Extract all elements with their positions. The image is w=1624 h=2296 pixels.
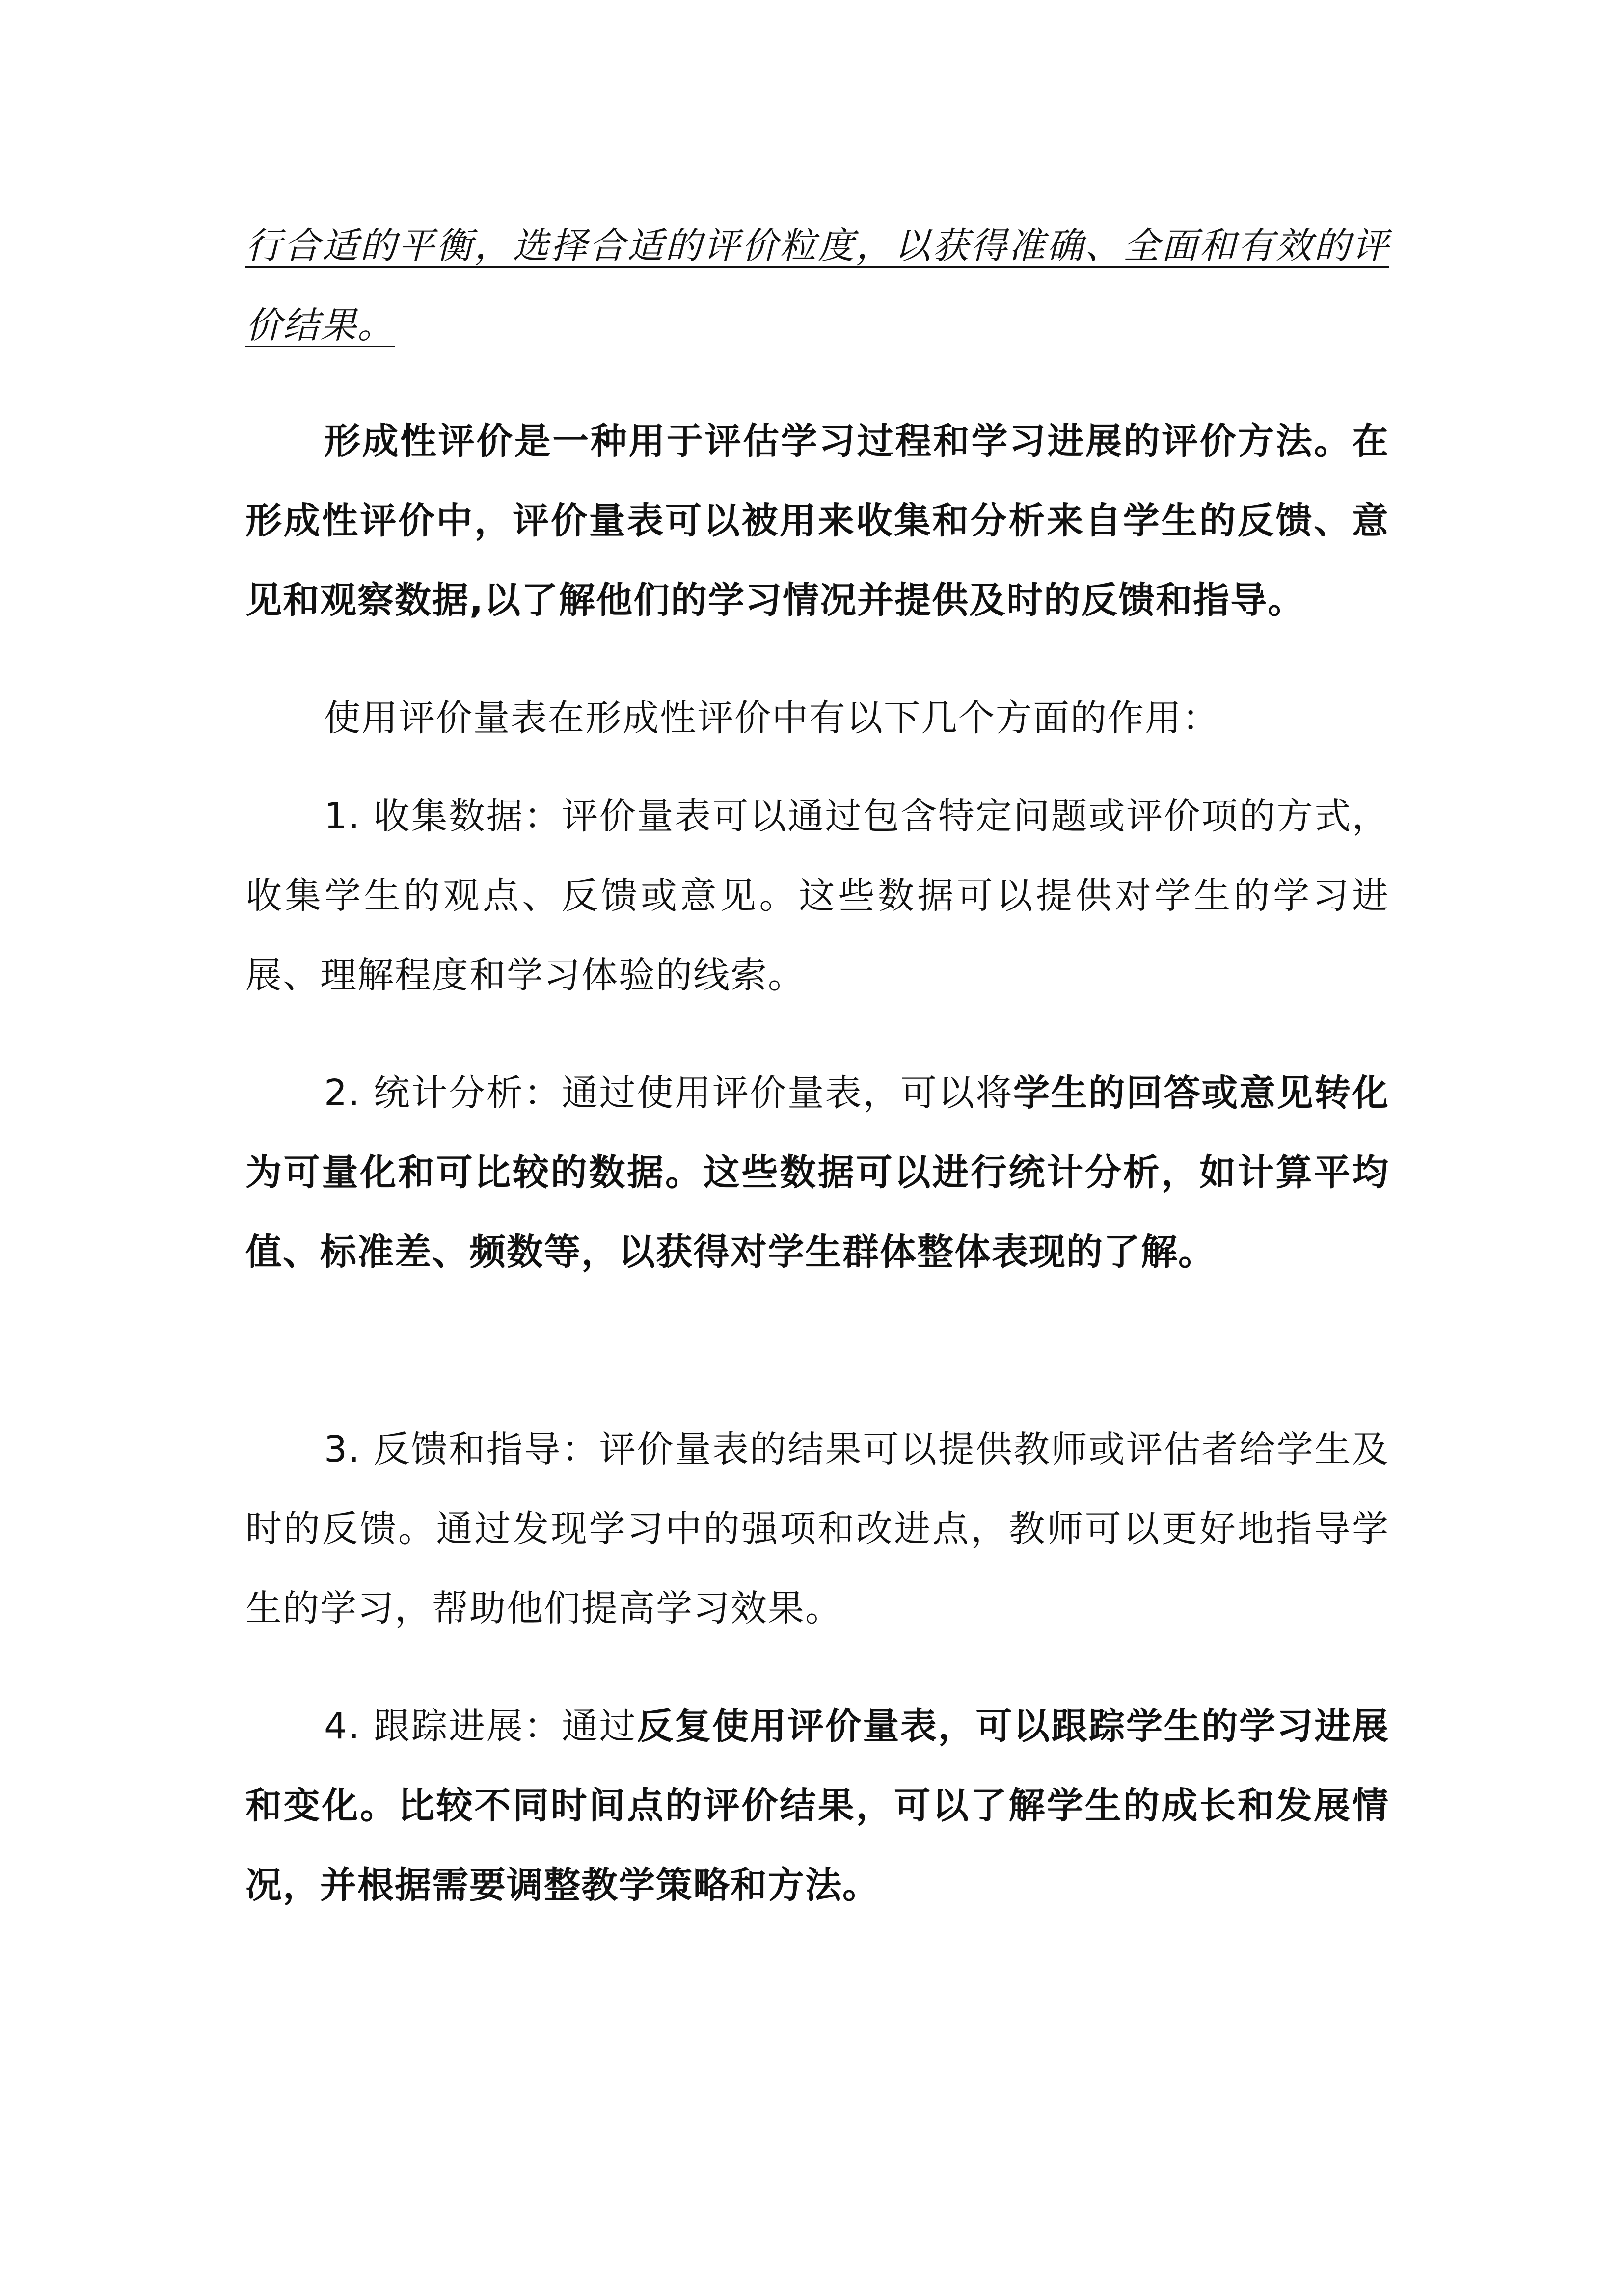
intro-text: 行合适的平衡，选择合适的评价粒度，以获得准确、全面和有效的评价结果。 [245,225,1389,347]
list-item [245,1053,1389,1292]
definition-text: 形成性评价是一种用于评估学习过程和学习进展的评价方法。在形成性评价中，评价量表可以被用来收集和分析来自学生的反馈、意见和观察数据,以了解他们的学习情况并提供及时的反馈和指导。 [245,420,1389,621]
lead-text: 使用评价量表在形成性评价中有以下几个方面的作用： [324,697,1219,739]
list-item [245,776,1389,1015]
list-item-2-plain: 2. 统计分析：通过使用评价量表，可以将 [324,1072,1014,1114]
definition-paragraph [245,401,1389,640]
lead-paragraph [245,678,1389,758]
list-item-2-bold: 学生的回答或意见转化为可量化和可比较的数据。这些数据可以进行统计分析，如计算平均值、标准差、频数等，以获得对学生群体整体表现的了解。 [245,1072,1390,1273]
list-item-4-bold: 反复使用评价量表，可以跟踪学生的学习进展和变化。比较不同时间点的评价结果，可以了解学生的成长和发展情况，并根据需要调整教学策略和方法。 [245,1705,1389,1906]
list-item-4-plain: 4. 跟踪进展：通过 [324,1705,637,1747]
list-item [245,1686,1389,1925]
list-item-1-text: 1. 收集数据：评价量表可以通过包含特定问题或评价项的方式，收集学生的观点、反馈或意见。这些数据可以提供对学生的学习进展、理解程度和学习体验的线索。 [245,795,1389,996]
intro-paragraph [245,206,1389,365]
list-item-3-text: 3. 反馈和指导：评价量表的结果可以提供教师或评估者给学生及时的反馈。通过发现学习中的强项和改进点，教师可以更好地指导学生的学习，帮助他们提高学习效果。 [245,1428,1389,1629]
list-item [245,1410,1389,1648]
